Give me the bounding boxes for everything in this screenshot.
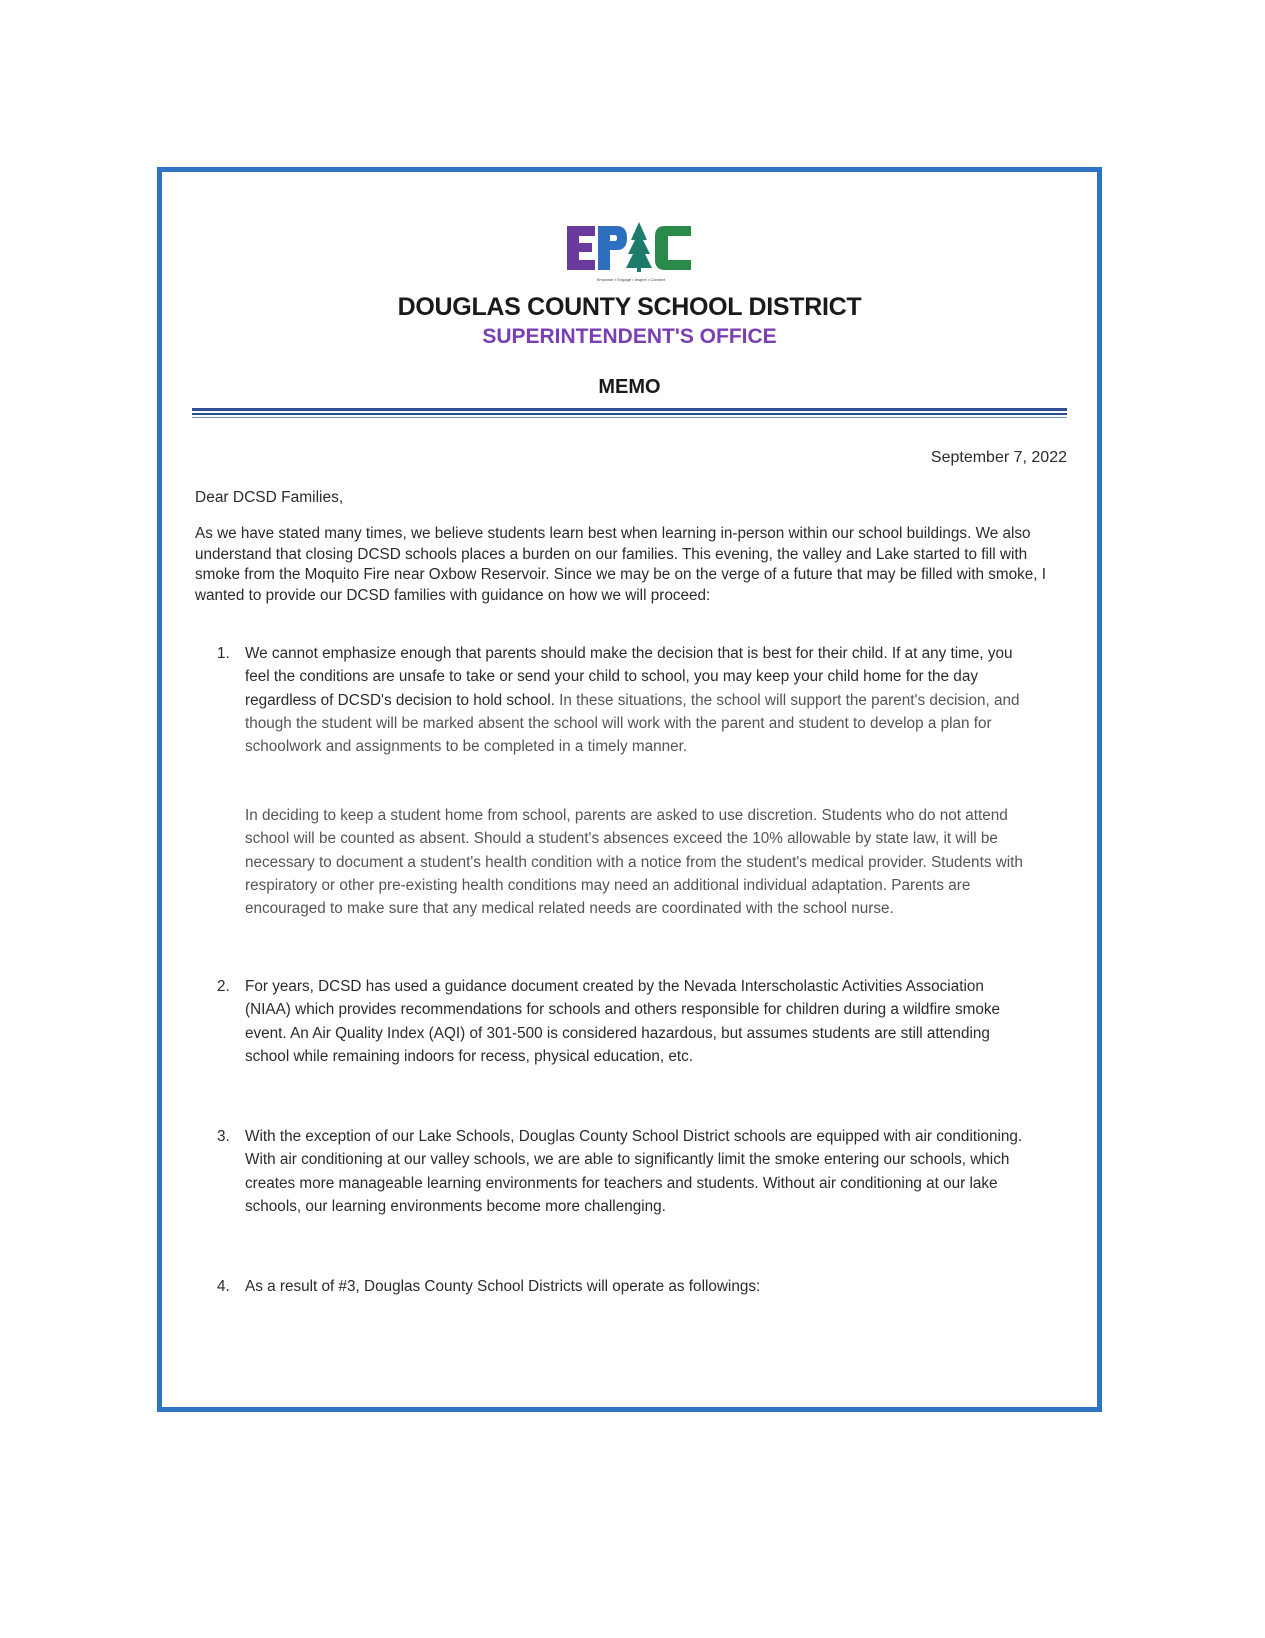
- item-1-text-c: In deciding to keep a student home from school, parents are asked to use discretion. Students who do not attend school will be counted as absent. Should a student's absences exceed the 10% allowable by state law, it will be necessary to document a student's health condition with a notice from the student's medical provider. Students with respiratory or other pre-existing health conditions may need an additional individual adaptation. Parents are encouraged to make sure that any medical related needs are coordinated with the school nurse.: [245, 807, 1023, 918]
- list-item-2: [217, 975, 1027, 1068]
- list-item-1: [217, 642, 1027, 758]
- item-4-text: As a result of #3, Douglas County School Districts will operate as followings:: [245, 1278, 761, 1295]
- list-number: 4.: [217, 1278, 230, 1295]
- list-number: 3.: [217, 1128, 230, 1145]
- item-2-text: For years, DCSD has used a guidance document created by the Nevada Interscholastic Activities Association (NIAA) which provides recommendations for schools and others responsible for children during a wildfire smoke event. An Air Quality Index (AQI) of 301-500 is considered hazardous, but assumes students are still attending school while remaining indoors for recess, physical education, etc.: [245, 978, 1000, 1065]
- district-name: DOUGLAS COUNTY SCHOOL DISTRICT: [397, 293, 862, 321]
- greeting: Dear DCSD Families,: [195, 489, 344, 506]
- header-divider: [192, 408, 1067, 418]
- logo-letter-p: [598, 226, 627, 270]
- list-number: 1.: [217, 645, 230, 662]
- office-name: SUPERINTENDENT'S OFFICE: [482, 325, 777, 348]
- item-1-text: [245, 642, 1027, 758]
- list-item-4: [217, 1275, 1027, 1298]
- list-item-1-continued: [217, 804, 1027, 920]
- memo-frame: [157, 167, 1102, 1412]
- epic-logo: [565, 222, 697, 284]
- memo-date: September 7, 2022: [930, 449, 1067, 466]
- logo-tree: [626, 222, 652, 272]
- memo-heading: MEMO: [598, 376, 661, 398]
- logo-letter-e: [567, 226, 595, 270]
- logo-letter-c: [655, 226, 691, 270]
- intro-paragraph: As we have stated many times, we believe students learn best when learning in-person within our school buildings. We also understand that closing DCSD schools places a burden on our families. This evening, the valley and Lake started to fill with smoke from the Moquito Fire near Oxbow Reservoir. Since we may be on the verge of a future that may be filled with smoke, I wanted to provide our DCSD families with guidance on how we will proceed:: [195, 525, 1047, 604]
- logo-tagline: Empower • Engage • Inspire • Connect: [596, 277, 666, 282]
- item-1-text-b: In these situations, the school will support the parent's decision, and though the student will be marked absent the school will work with the parent and student to develop a plan for schoolwork and assignments to be completed in a timely manner.: [245, 691, 1020, 756]
- item-3-text: With the exception of our Lake Schools, Douglas County School District schools are equipped with air conditioning. With air conditioning at our valley schools, we are able to significantly limit the smoke entering our schools, which creates more manageable learning environments for teachers and students. Without air conditioning at our lake schools, our learning environments become more challenging.: [245, 1128, 1023, 1215]
- list-item-3: [217, 1125, 1027, 1218]
- list-number: 2.: [217, 978, 230, 995]
- item-1-text-a: We cannot emphasize enough that parents should make the decision that is best for their child. If at any time, you feel the conditions are unsafe to take or send your child to school, you may keep your child home for the day regardless of DCSD's decision to hold school.: [245, 645, 1013, 709]
